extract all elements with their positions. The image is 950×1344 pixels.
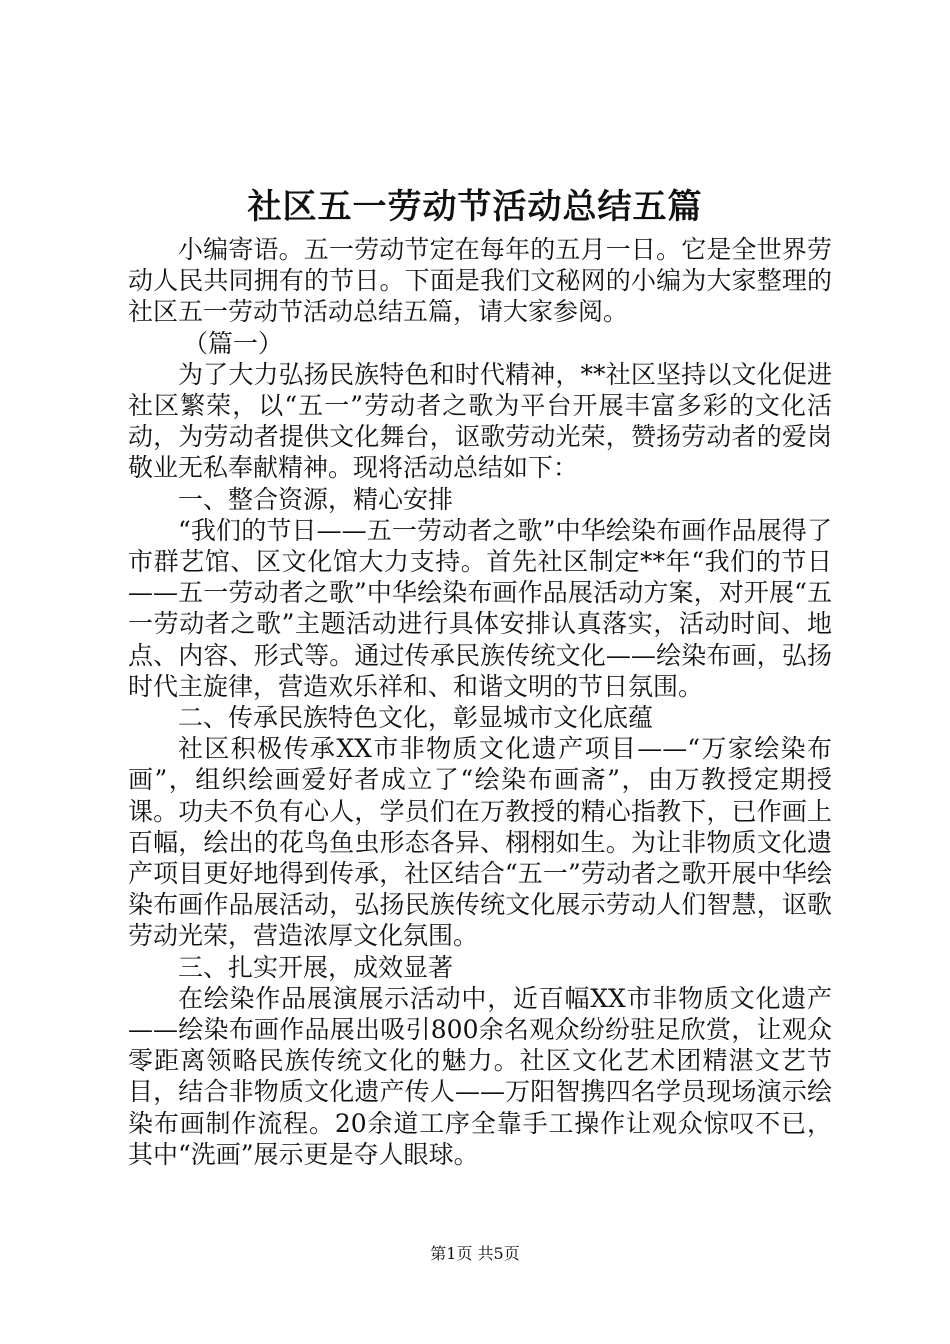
section-heading: 二、传承民族特色文化，彰显城市文化底蕴 bbox=[178, 703, 654, 733]
body-paragraph: “我们的节日——五一劳动者之歌”中华绘染布画作品展得了市群艺馆、区文化馆大力支持。首先社区制定**年“我们的节日——五一劳动者之歌”中华绘染布画作品展活动方案，对开展“五一劳动者之歌”主题活动进行具体安排认真落实，活动时间、地点、内容、形式等。通过传承民族传统文化——绘染布画，弘扬时代主旋律，营造欢乐祥和、和谐文明的节日氛围。 bbox=[128, 515, 832, 701]
section-label: （篇一） bbox=[183, 328, 284, 358]
section-heading: 一、整合资源，精心安排 bbox=[178, 484, 454, 514]
document-body bbox=[128, 234, 832, 1170]
body-paragraph: 为了大力弘扬民族特色和时代精神，**社区坚持以文化促进社区繁荣，以“五一”劳动者之歌为平台开展丰富多彩的文化活动，为劳动者提供文化舞台，讴歌劳动光荣，赞扬劳动者的爱岗敬业无私奉献精神。现将活动总结如下： bbox=[128, 359, 832, 483]
body-paragraph: 在绘染作品展演展示活动中，近百幅XX市非物质文化遗产——绘染布画作品展出吸引800余名观众纷纷驻足欣赏，让观众零距离领略民族传统文化的魅力。社区文化艺术团精湛文艺节目，结合非物质文化遗产传人——万阳智携四名学员现场演示绘染布画制作流程。20余道工序全靠手工操作让观众惊叹不已，其中“洗画”展示更是夺人眼球。 bbox=[128, 983, 832, 1169]
document-title: 社区五一劳动节活动总结五篇 bbox=[247, 187, 703, 227]
intro-paragraph: 小编寄语。五一劳动节定在每年的五月一日。它是全世界劳动人民共同拥有的节日。下面是我们文秘网的小编为大家整理的社区五一劳动节活动总结五篇，请大家参阅。 bbox=[128, 235, 832, 327]
section-heading: 三、扎实开展，成效显著 bbox=[178, 952, 454, 982]
body-paragraph: 社区积极传承XX市非物质文化遗产项目——“万家绘染布画”，组织绘画爱好者成立了“绘染布画斋”，由万教授定期授课。功夫不负有心人，学员们在万教授的精心指教下，已作画上百幅，绘出的花鸟鱼虫形态各异、栩栩如生。为让非物质文化遗产项目更好地得到传承，社区结合“五一”劳动者之歌开展中华绘染布画作品展活动，弘扬民族传统文化展示劳动人们智慧，讴歌劳动光荣，营造浓厚文化氛围。 bbox=[128, 734, 832, 951]
page-number-footer: 第1页 共5页 bbox=[430, 1244, 520, 1263]
